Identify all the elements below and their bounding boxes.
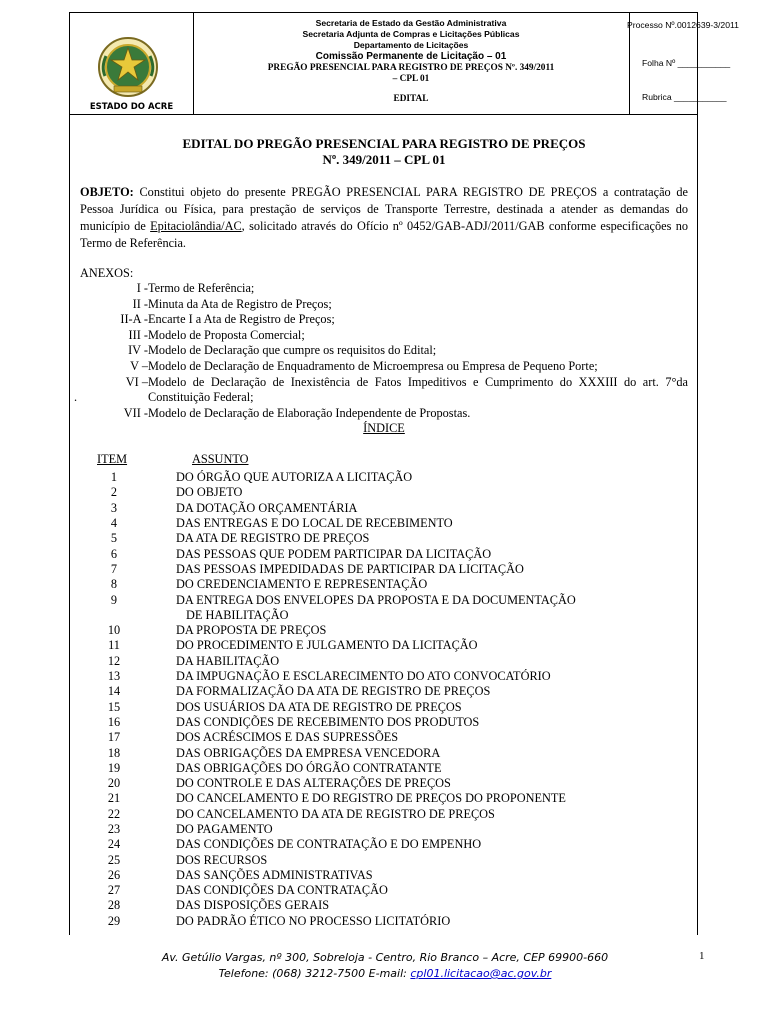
annex-item <box>80 343 688 359</box>
document-title <box>80 136 688 168</box>
indice-table-header <box>80 436 688 470</box>
rubrica-field: Rubrica ___________ <box>642 92 727 102</box>
annex-item <box>74 374 688 406</box>
indice-item-subject: DA DOTAÇÃO ORÇAMENTÁRIA <box>176 500 358 515</box>
indice-item-number: 28 <box>107 898 121 913</box>
agency-line: Secretaria Adjunta de Compras e Licitações Públicas <box>302 29 520 39</box>
annex-title: Minuta da Ata de Registro de Preços; <box>148 296 332 311</box>
indice-row <box>80 822 688 837</box>
indice-row <box>80 516 688 531</box>
annex-title: Termo de Referência; <box>148 281 255 295</box>
annex-number: III - <box>128 327 148 342</box>
agency-line: Comissão Permanente de Licitação – 01 <box>315 51 507 62</box>
state-label: ESTADO DO ACRE <box>89 102 174 112</box>
indice-item-subject: DO OBJETO <box>176 485 243 500</box>
indice-item-subject: DAS SANÇÕES ADMINISTRATIVAS <box>176 867 373 882</box>
annex-item <box>80 312 688 328</box>
col-item-header: ITEM <box>97 452 128 467</box>
header-agency-block <box>193 13 630 114</box>
annex-item <box>80 328 688 344</box>
indice-item-number: 23 <box>107 821 121 836</box>
indice-item-number: 12 <box>107 653 121 668</box>
indice-item-subject: DO ÓRGÃO QUE AUTORIZA A LICITAÇÃO <box>176 470 413 485</box>
indice-row <box>80 700 688 715</box>
indice-item-subject: DAS CONDIÇÕES DE CONTRATAÇÃO E DO EMPENHO <box>176 837 482 852</box>
indice-item-number: 24 <box>107 837 121 852</box>
folha-field: Folha Nº ___________ <box>642 58 731 68</box>
indice-item-number: 5 <box>110 531 118 546</box>
state-coat-of-arms-icon <box>97 36 159 98</box>
annex-number: II - <box>132 296 148 311</box>
title-line: EDITAL DO PREGÃO PRESENCIAL PARA REGISTRO DE PREÇOS <box>182 136 586 151</box>
indice-item-number: 7 <box>110 561 118 576</box>
processo-number: Processo Nº.0012639-3/2011 <box>627 20 739 30</box>
indice-item-number: 3 <box>110 500 118 515</box>
indice-item-number: 26 <box>107 867 121 882</box>
annex-title: Modelo de Proposta Comercial; <box>148 327 305 342</box>
indice-item-number: 2 <box>110 485 118 500</box>
indice-item-number: 13 <box>107 669 121 684</box>
agency-line: Departamento de Licitações <box>353 40 469 50</box>
indice-item-number: 27 <box>107 883 121 898</box>
annex-title: Encarte I a Ata de Registro de Preços; <box>148 312 335 327</box>
objeto-label: OBJETO: <box>80 185 134 199</box>
indice-row <box>80 761 688 776</box>
indice-item-number: 9 <box>110 592 118 607</box>
indice-row <box>80 730 688 745</box>
indice-row <box>80 883 688 898</box>
page-footer <box>0 950 770 982</box>
indice-item-number: 16 <box>107 714 121 729</box>
agency-line: Secretaria de Estado da Gestão Administrativa <box>315 18 507 28</box>
indice-row <box>80 914 688 929</box>
annex-number: VI – <box>125 374 148 389</box>
indice-item-subject: DO PAGAMENTO <box>176 821 273 836</box>
indice-item-number: 1 <box>110 470 118 485</box>
indice-row <box>80 470 688 485</box>
indice-row <box>80 577 688 592</box>
indice-item-subject: DAS CONDIÇÕES DA CONTRATAÇÃO <box>176 883 388 898</box>
objeto-text: Constitui objeto do presente PREGÃO PRESENCIAL PARA REGISTRO DE PREÇOS a contratação de Pessoa Jurídica ou Física, para prestação de serviços de Transporte Terrestre, destinada a atender as demandas do município de <box>80 185 688 233</box>
indice-item-number: 20 <box>107 776 121 791</box>
indice-item-number: 19 <box>107 760 121 775</box>
indice-row <box>80 623 688 638</box>
indice-item-subject: DAS OBRIGAÇÕES DA EMPRESA VENCEDORA <box>176 745 441 760</box>
indice-item-number: 17 <box>107 730 121 745</box>
stray-dot: . <box>74 389 78 404</box>
indice-item-subject: DAS PESSOAS IMPEDIDADAS DE PARTICIPAR DA LICITAÇÃO <box>176 561 524 576</box>
indice-item-number: 18 <box>107 745 121 760</box>
indice-item-subject: DO CREDENCIAMENTO E REPRESENTAÇÃO <box>176 577 428 592</box>
annex-title: Modelo de Declaração de Inexistência de Fatos Impeditivos e Cumprimento do XXXIII do art. 7°da Constituição Federal; <box>148 374 688 405</box>
document-body <box>74 120 688 929</box>
page-border-right <box>697 115 698 935</box>
agency-line: – CPL 01 <box>392 74 430 84</box>
indice-row <box>80 898 688 913</box>
anexos-label: ANEXOS: <box>80 266 134 280</box>
footer-address: Av. Getúlio Vargas, nº 300, Sobreloja - Centro, Rio Branco – Acre, CEP 69900-660 <box>161 951 609 964</box>
indice-row <box>80 593 688 624</box>
indice-item-number: 8 <box>110 577 118 592</box>
annex-item <box>80 297 688 313</box>
indice-row <box>80 485 688 500</box>
indice-item-subject: DAS OBRIGAÇÕES DO ÓRGÃO CONTRATANTE <box>176 760 442 775</box>
indice-item-subject: DAS ENTREGAS E DO LOCAL DE RECEBIMENTO <box>176 516 453 531</box>
annex-item <box>80 281 688 297</box>
indice-item-subject: DOS USUÁRIOS DA ATA DE REGISTRO DE PREÇOS <box>176 699 462 714</box>
document-header <box>69 12 739 115</box>
agency-line: PREGÃO PRESENCIAL PARA REGISTRO DE PREÇOS Nº. 349/2011 <box>267 63 555 73</box>
indice-item-subject: DA FORMALIZAÇÃO DA ATA DE REGISTRO DE PREÇOS <box>176 684 491 699</box>
indice-item-number: 6 <box>110 546 118 561</box>
title-line: Nº. 349/2011 – CPL 01 <box>322 152 446 167</box>
indice-item-subject: DAS PESSOAS QUE PODEM PARTICIPAR DA LICITAÇÃO <box>176 546 492 561</box>
annex-number: II-A - <box>120 312 148 327</box>
indice-row <box>80 547 688 562</box>
indice-item-subject: DOS ACRÉSCIMOS E DAS SUPRESSÕES <box>176 730 399 745</box>
annex-number: VII - <box>123 405 148 420</box>
annex-item <box>80 406 688 422</box>
indice-item-number: 11 <box>108 638 120 653</box>
indice-row <box>80 654 688 669</box>
indice-item-subject: DA ENTREGA DOS ENVELOPES DA PROPOSTA E DA DOCUMENTAÇÃO <box>176 592 576 607</box>
indice-item-subject-cont: DE HABILITAÇÃO <box>186 607 289 622</box>
indice-row <box>80 746 688 761</box>
indice-item-subject: DA IMPUGNAÇÃO E ESCLARECIMENTO DO ATO CONVOCATÓRIO <box>176 669 551 684</box>
indice-item-number: 14 <box>107 684 121 699</box>
indice-item-subject: DAS CONDIÇÕES DE RECEBIMENTO DOS PRODUTOS <box>176 714 480 729</box>
indice-row <box>80 776 688 791</box>
logo-cell <box>70 13 194 114</box>
indice-item-subject: DO PROCEDIMENTO E JULGAMENTO DA LICITAÇÃO <box>176 638 478 653</box>
footer-email-link[interactable]: cpl01.licitacao@ac.gov.br <box>410 967 552 980</box>
indice-row <box>80 562 688 577</box>
indice-item-subject: DOS RECURSOS <box>176 852 268 867</box>
indice-item-subject: DA HABILITAÇÃO <box>176 653 280 668</box>
header-control-block <box>627 13 739 114</box>
indice-row <box>80 868 688 883</box>
annex-item <box>80 359 688 375</box>
agency-line: EDITAL <box>393 94 429 104</box>
indice-row <box>80 669 688 684</box>
indice-row <box>80 715 688 730</box>
indice-item-subject: DA PROPOSTA DE PREÇOS <box>176 623 327 638</box>
indice-item-number: 29 <box>107 913 121 928</box>
footer-phone: Telefone: (068) 3212-7500 E-mail: <box>218 967 411 980</box>
col-assunto-header: ASSUNTO <box>192 452 249 467</box>
indice-row <box>80 807 688 822</box>
page-border-left <box>69 115 70 935</box>
indice-item-subject: DA ATA DE REGISTRO DE PREÇOS <box>176 531 370 546</box>
indice-item-subject: DO CONTROLE E DAS ALTERAÇÕES DE PREÇOS <box>176 776 451 791</box>
indice-item-number: 10 <box>107 623 121 638</box>
annex-title: Modelo de Declaração que cumpre os requisitos do Edital; <box>148 343 437 358</box>
indice-item-subject: DAS DISPOSIÇÕES GERAIS <box>176 898 330 913</box>
indice-row <box>80 501 688 516</box>
indice-item-number: 15 <box>107 699 121 714</box>
indice-item-subject: DO PADRÃO ÉTICO NO PROCESSO LICITATÓRIO <box>176 913 451 928</box>
indice-item-number: 25 <box>107 852 121 867</box>
page-number: 1 <box>699 950 705 962</box>
indice-row <box>80 853 688 868</box>
indice-heading: ÍNDICE <box>363 421 405 436</box>
indice-row <box>80 837 688 852</box>
indice-row <box>80 531 688 546</box>
annex-title: Modelo de Declaração de Elaboração Independente de Propostas. <box>148 405 471 420</box>
indice-item-number: 22 <box>107 806 121 821</box>
objeto-text: , solicitado através do Ofício nº 0452/GAB-ADJ/2011/GAB conforme especificações no Termo de Referência. <box>80 219 688 250</box>
annex-number: V – <box>130 358 148 373</box>
objeto-paragraph <box>80 184 688 252</box>
annex-number: I - <box>136 281 148 295</box>
annex-number: IV - <box>128 343 148 358</box>
indice-row <box>80 638 688 653</box>
anexos-list <box>74 281 688 421</box>
annex-title: Modelo de Declaração de Enquadramento de Microempresa ou Empresa de Pequeno Porte; <box>148 358 598 373</box>
indice-item-number: 21 <box>107 791 121 806</box>
indice-row <box>80 684 688 699</box>
indice-table <box>80 470 688 929</box>
indice-item-subject: DO CANCELAMENTO DA ATA DE REGISTRO DE PREÇOS <box>176 806 495 821</box>
indice-row <box>80 791 688 806</box>
objeto-city: Epitaciolândia/AC <box>150 219 242 233</box>
indice-item-number: 4 <box>110 516 118 531</box>
footer-contact <box>0 966 770 982</box>
indice-item-subject: DO CANCELAMENTO E DO REGISTRO DE PREÇOS DO PROPONENTE <box>176 791 566 806</box>
